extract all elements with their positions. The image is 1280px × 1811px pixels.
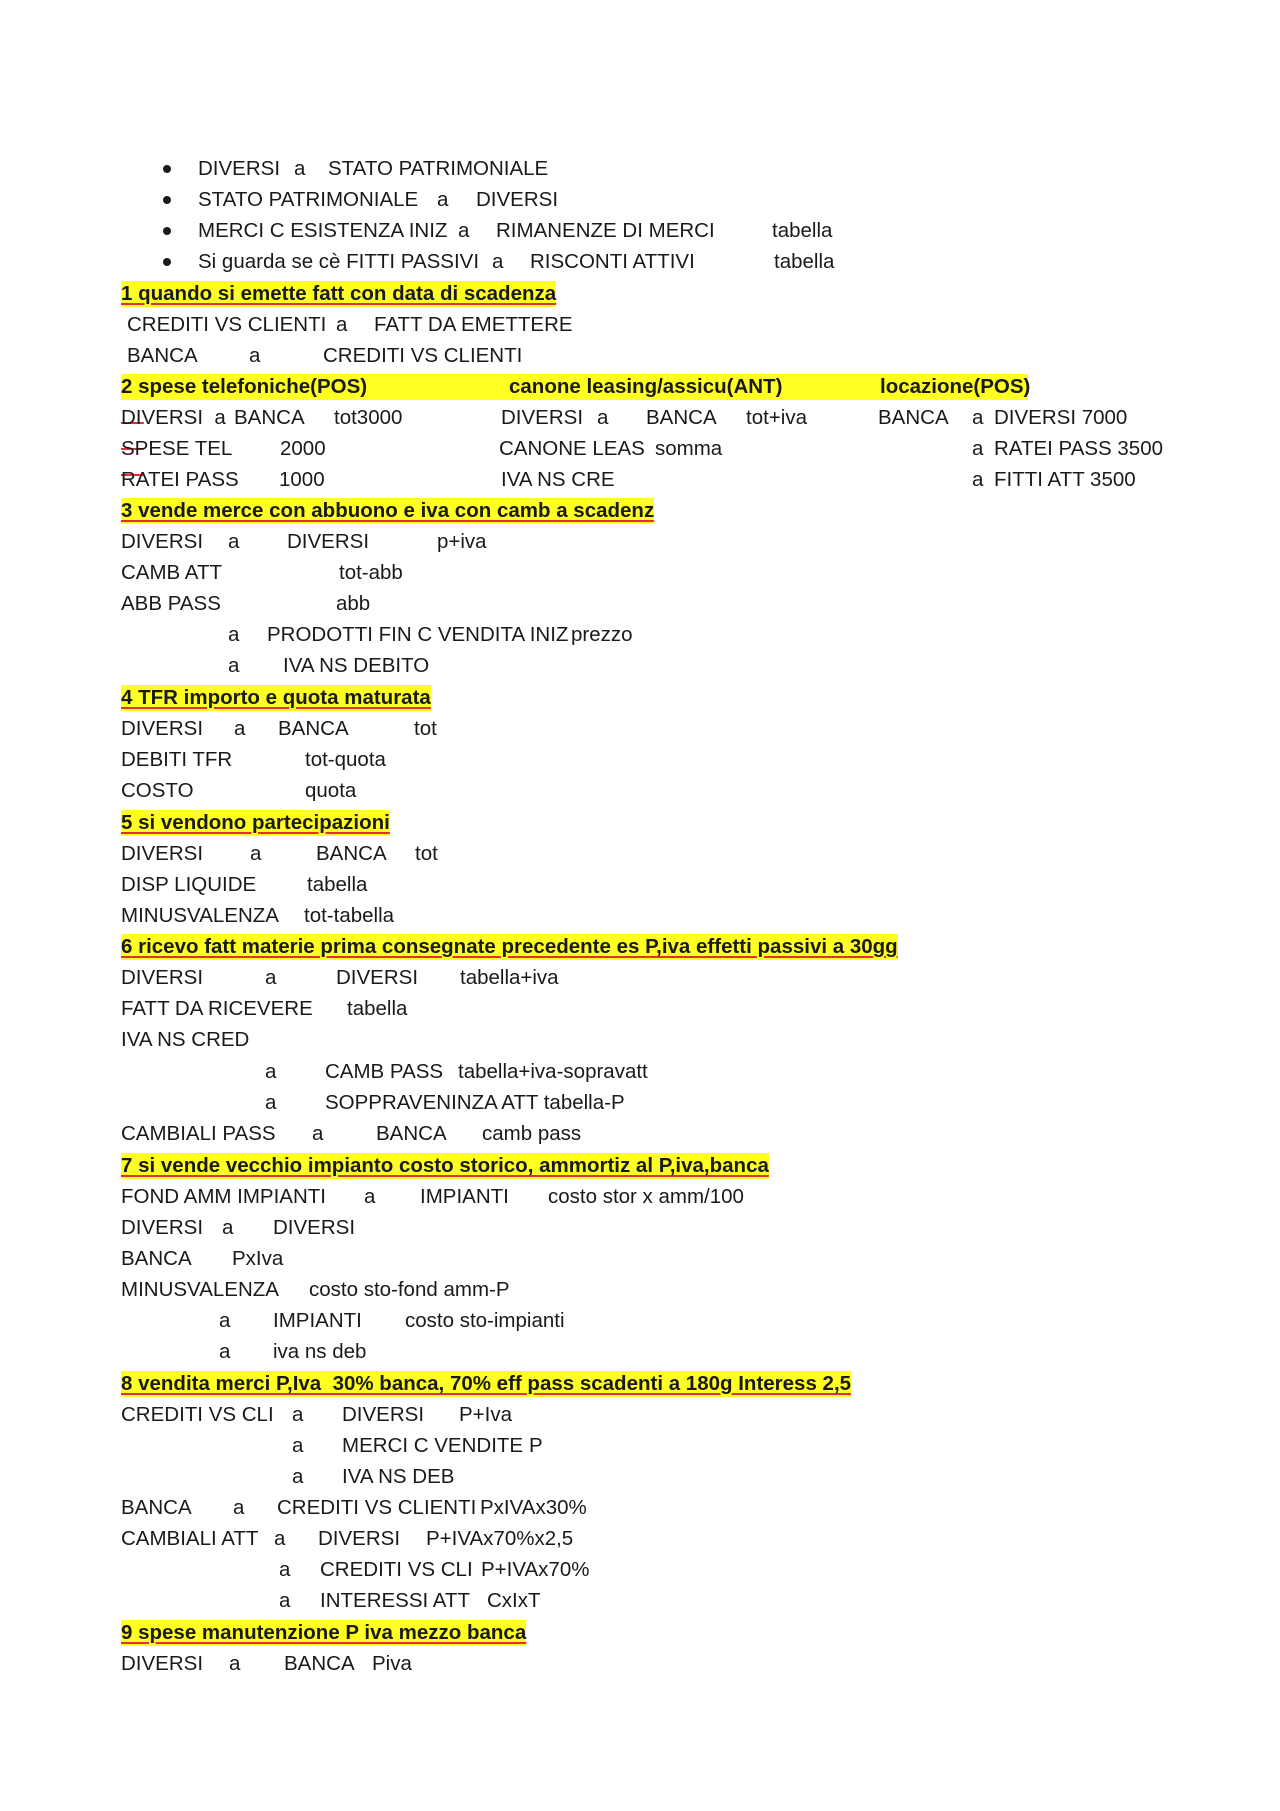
s4-r1-c1: DIVERSI [121,717,204,740]
section-1-heading: 1 quando si emette fatt con data di scadenza [121,282,557,305]
s5-r2-c1: DISP LIQUIDE [121,873,257,896]
section-2-heading-c: locazione(POS) [880,375,1031,398]
s2-r2-c4: somma [655,437,723,460]
s3-r1-c1: DIVERSI [121,530,204,553]
s5-r1-c1: DIVERSI [121,842,204,865]
s4-r1-c4: tot [414,717,437,740]
s8-r5-c4: P+IVAx70%x2,5 [426,1527,574,1550]
bullet-1-col1: DIVERSI [198,157,281,180]
s6-r6-c1: CAMBIALI PASS [121,1122,276,1145]
section-2-heading [121,374,1031,400]
s6-r6-c2: a [312,1122,324,1145]
s7-r1-c4: costo stor x amm/100 [548,1185,744,1208]
s2-r1-c5: a [597,406,609,429]
s8-r5-c3: DIVERSI [318,1527,401,1550]
s1-line2-col2: a [249,344,261,367]
s8-r6-c2: CREDITI VS CLI [320,1558,473,1581]
s6-r5-c1: a [265,1091,277,1114]
s7-r5-c2: IMPIANTI [273,1309,362,1332]
s6-r2-c2: tabella [347,997,408,1020]
s3-r4-c2: PRODOTTI FIN C VENDITA INIZ [267,623,569,646]
s7-r1-c3: IMPIANTI [420,1185,509,1208]
s8-r4-c4: PxIVAx30% [480,1496,587,1519]
s1-line2-col3: CREDITI VS CLIENTI [323,344,523,367]
s2-r2-c5: a [972,437,984,460]
s8-r4-c3: CREDITI VS CLIENTI [277,1496,477,1519]
bullet-2-col1: STATO PATRIMONIALE [198,188,419,211]
s8-r4-c2: a [233,1496,245,1519]
s7-r5-c1: a [219,1309,231,1332]
s9-r1-c1: DIVERSI [121,1652,204,1675]
s8-r2-c3: P [529,1434,543,1457]
s3-r1-c4: p+iva [437,530,487,553]
s8-r7-c3: CxIxT [487,1589,541,1612]
s6-r6-c4: camb pass [482,1122,582,1145]
s2-r1-c2: BANCA [234,406,305,429]
section-9-heading: 9 spese manutenzione P iva mezzo banca [121,1621,527,1644]
s3-r5-c2: IVA NS DEBITO [283,654,430,677]
bullet-1-col2: a [294,157,306,180]
bullet-4-col4: tabella [774,250,835,273]
s2-r1-c10: DIVERSI 7000 [994,406,1128,429]
s9-r1-c3: BANCA [284,1652,355,1675]
s6-r5-c2: SOPPRAVENINZA ATT tabella-P [325,1091,625,1114]
s7-r2-c2: a [222,1216,234,1239]
bullet-dot [163,258,171,266]
bullet-3-col3: RIMANENZE DI MERCI [496,219,715,242]
s6-r3-c1: IVA NS CRED [121,1028,250,1051]
bullet-4-col2: a [492,250,504,273]
s8-r1-c4: P+Iva [459,1403,512,1426]
s7-r2-c1: DIVERSI [121,1216,204,1239]
s8-r2-c1: a [292,1434,304,1457]
s8-r4-c1: BANCA [121,1496,192,1519]
s4-r3-c2: quota [305,779,357,802]
s2-r2-c6: RATEI PASS 3500 [994,437,1164,460]
s8-r7-c2: INTERESSI ATT [320,1589,470,1612]
s6-r4-c1: a [265,1060,277,1083]
s7-r6-c1: a [219,1340,231,1363]
s7-r5-c3: costo sto-impianti [405,1309,565,1332]
s4-r3-c1: COSTO [121,779,194,802]
s4-r1-c3: BANCA [278,717,349,740]
s4-r2-c1: DEBITI TFR [121,748,233,771]
s2-r3-c5: FITTI ATT 3500 [994,468,1136,491]
s4-r2-c2: tot-quota [305,748,386,771]
s3-r5-c1: a [228,654,240,677]
bullet-3-col1: MERCI C ESISTENZA INIZ [198,219,448,242]
section-2-heading-a: 2 spese telefoniche(POS) [121,375,368,398]
s1-line1-col1: CREDITI VS CLIENTI [127,313,327,336]
s3-r1-c2: a [228,530,240,553]
s2-r3-c3: IVA NS CRE [501,468,615,491]
section-8-heading: 8 vendita merci P,Iva 30% banca, 70% eff pass scadenti a 180g Interess 2,5 [121,1372,852,1395]
s8-r1-c1: CREDITI VS CLI [121,1403,274,1426]
s9-r1-c2: a [229,1652,241,1675]
s7-r1-c2: a [364,1185,376,1208]
s6-r1-c3: DIVERSI [336,966,419,989]
s2-r2-c2: 2000 [280,437,326,460]
s9-r1-c4: Piva [372,1652,412,1675]
s8-r6-c3: P+IVAx70% [481,1558,590,1581]
s7-r3-c2: PxIva [232,1247,284,1270]
s2-r1-c6: BANCA [646,406,717,429]
s2-r3-c4: a [972,468,984,491]
s3-r1-c3: DIVERSI [287,530,370,553]
s5-r2-c2: tabella [307,873,368,896]
s5-r1-c4: tot [415,842,438,865]
s6-r1-c2: a [265,966,277,989]
s7-r6-c2: iva ns deb [273,1340,367,1363]
bullet-2-col3: DIVERSI [476,188,559,211]
s7-r4-c2: costo sto-fond amm-P [309,1278,510,1301]
s2-r1-c9: a [972,406,984,429]
s7-r4-c1: MINUSVALENZA [121,1278,279,1301]
s7-r3-c1: BANCA [121,1247,192,1270]
bullet-dot [163,165,171,173]
s8-r5-c2: a [274,1527,286,1550]
bullet-2-col2: a [437,188,449,211]
s2-r1-c7: tot+iva [746,406,807,429]
s7-r2-c3: DIVERSI [273,1216,356,1239]
section-3-heading: 3 vende merce con abbuono e iva con camb a scadenz [121,499,655,522]
s8-r2-c2: MERCI C VENDITE [342,1434,524,1457]
s5-r3-c2: tot-tabella [304,904,395,927]
s2-r3-c2: 1000 [279,468,325,491]
s2-r1-c8: BANCA [878,406,949,429]
bullet-3-col2: a [458,219,470,242]
bullet-dot [163,227,171,235]
s8-r3-c2: IVA NS DEB [342,1465,455,1488]
s3-r3-c1: ABB PASS [121,592,221,615]
bullet-4-col1: Si guarda se cè FITTI PASSIVI [198,250,480,273]
s8-r1-c3: DIVERSI [342,1403,425,1426]
s5-r1-c2: a [250,842,262,865]
s2-r2-c1: SPESE TEL [121,437,233,460]
section-4-heading: 4 TFR importo e quota maturata [121,686,431,709]
s2-r1-c4: DIVERSI [501,406,584,429]
section-5-heading: 5 si vendono partecipazioni [121,811,390,834]
bullet-1-col3: STATO PATRIMONIALE [328,157,549,180]
s6-r6-c3: BANCA [376,1122,447,1145]
s5-r1-c3: BANCA [316,842,387,865]
bullet-4-col3: RISCONTI ATTIVI [530,250,695,273]
section-2-heading-b: canone leasing/assicu(ANT) [509,375,783,398]
section-7-heading: 7 si vende vecchio impianto costo storico, ammortiz al P,iva,banca [121,1154,769,1177]
s1-line1-col3: FATT DA EMETTERE [374,313,573,336]
s4-r1-c2: a [234,717,246,740]
s2-r2-c3: CANONE LEAS [499,437,645,460]
s3-r3-c2: abb [336,592,371,615]
s3-r4-c3: prezzo [571,623,633,646]
s8-r5-c1: CAMBIALI ATT [121,1527,259,1550]
s6-r2-c1: FATT DA RICEVERE [121,997,313,1020]
s6-r4-c3: tabella+iva-sopravatt [458,1060,648,1083]
s7-r1-c1: FOND AMM IMPIANTI [121,1185,326,1208]
s3-r2-c1: CAMB ATT [121,561,222,584]
s2-r3-c1: RATEI PASS [121,468,239,491]
s8-r7-c1: a [279,1589,291,1612]
s6-r1-c1: DIVERSI [121,966,204,989]
s8-r3-c1: a [292,1465,304,1488]
s2-r1-c1: DIVERSI a [121,406,226,429]
s8-r6-c1: a [279,1558,291,1581]
s5-r3-c1: MINUSVALENZA [121,904,279,927]
s2-r1-c3: tot3000 [334,406,403,429]
bullet-3-col4: tabella [772,219,833,242]
s8-r1-c2: a [292,1403,304,1426]
s6-r1-c4: tabella+iva [460,966,559,989]
s1-line2-col1: BANCA [127,344,198,367]
s3-r2-c2: tot-abb [339,561,403,584]
s1-line1-col2: a [336,313,348,336]
s6-r4-c2: CAMB PASS [325,1060,444,1083]
section-6-heading: 6 ricevo fatt materie prima consegnate precedente es P,iva effetti passivi a 30gg [121,935,898,958]
s3-r4-c1: a [228,623,240,646]
bullet-dot [163,196,171,204]
